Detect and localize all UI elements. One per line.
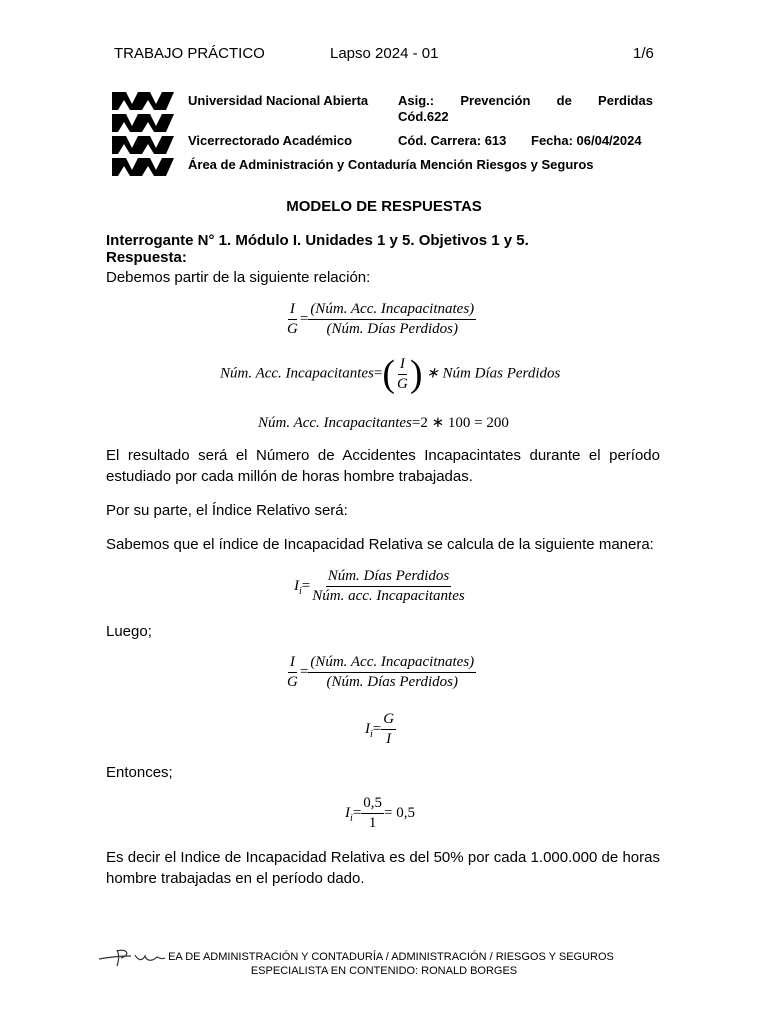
page-number: 1/6 [633,45,654,62]
intro-text: Debemos partir de la siguiente relación: [106,269,371,286]
footer-area: EA DE ADMINISTRACIÓN Y CONTADURÍA / ADMINISTRACIÓN / RIESGOS Y SEGUROS [168,951,614,963]
header-lapso: Lapso 2024 - 01 [330,45,439,62]
fraction-i-over-g: $\frac{I}{G}$ [287,301,298,337]
fraction-acc-over-dias-2: $\frac{\text{(Núm. Acc. Incapacitnates)}}{\text{(Núm. Días Perdidos)}}$ [310,654,475,690]
asignatura [398,93,653,108]
paragraph-luego: Luego; [106,623,152,640]
carrera-code: Cód. Carrera: 613 [398,133,507,148]
una-logo [110,88,176,180]
formula-ig-ratio-repeat: $\frac{I}{G}$ = $\frac{\text{(Núm. Acc. Incapacitnates)}}{\text{(Núm. Días Perdidos)}}$ [287,654,475,690]
university-name: Universidad Nacional Abierta [188,93,369,108]
vicerrectorado: Vicerrectorado Académico [188,133,353,148]
fraction-05-over-1: $\frac{0,5}{1}$ [363,795,382,831]
fraction-i-over-g-3: $\frac{I}{G}$ [287,654,298,690]
header-title: TRABAJO PRÁCTICO [114,45,265,62]
formula-ii-value: $I_i=$ $\frac{0,5}{1}$ = 0,5 [345,795,415,831]
question-number: Interrogante N° 1 [106,232,228,249]
fecha: Fecha: 06/04/2024 [531,133,642,148]
fraction-i-over-g-2: $\frac{I}{G}$ [396,355,408,392]
area-mencion: Área de Administración y Contaduría Mención Riesgos y Seguros [188,157,594,172]
paragraph-sabemos: Sabemos que el índice de Incapacidad Relativa se calcula de la siguiente manera: [106,536,654,553]
paragraph-resultado: El resultado será el Número de Accidentes Incapacintates durante el período estudiado por cada millón de horas hombre trabajadas. [106,447,660,485]
fraction-dias-over-acc: $\frac{\text{Núm. Días Perdidos}}{\text{Núm. acc. Incapacitantes}}$ [312,568,465,604]
formula-ii-definition: $I_i=$ $\frac{\text{Núm. Días Perdidos}}{\text{Núm. acc. Incapacitantes}}$ [294,568,465,604]
asig-word-1: Prevención [460,93,531,108]
formula-result-200: Núm. Acc. Incapacitantes=2 ∗ 100 = 200 [258,415,509,431]
asig-word-3: Perdidas [598,93,653,108]
paragraph-entonces: Entonces; [106,764,173,781]
page-title: MODELO DE RESPUESTAS [286,198,482,215]
formula-ig-ratio: $\frac{I}{G}$ = $\frac{\text{(Núm. Acc. Incapacitnates)}}{\text{(Núm. Días Perdidos)}}$ [287,301,475,337]
asig-word-2: de [556,93,572,108]
paragraph-conclusion: Es decir el Indice de Incapacidad Relativa es del 50% por cada 1.000.000 de horas hombre trabajadas en el período dado. [106,849,660,887]
fraction-g-over-i: $\frac{G}{I}$ [383,711,395,747]
asig-label: Asig.: [398,93,435,108]
course-code: Cód.622 [398,109,449,124]
paragraph-indice-relativo: Por su parte, el Índice Relativo será: [106,502,348,519]
fraction-acc-over-dias: $\frac{\text{(Núm. Acc. Incapacitnates)}}{\text{(Núm. Días Perdidos)}}$ [310,301,475,337]
formula-ii-g-over-i: $I_i=$ $\frac{G}{I}$ [365,711,395,747]
respuesta-label: Respuesta: [106,249,187,266]
footer-specialist: ESPECIALISTA EN CONTENIDO: RONALD BORGES [250,965,518,977]
question-scope: . Módulo I. Unidades 1 y 5. Objetivos 1 y 5. [227,232,529,249]
formula-acc-incap: Núm. Acc. Incapacitantes=( $\frac{I}{G}$ ) ∗ Núm Días Perdidos [220,353,561,395]
